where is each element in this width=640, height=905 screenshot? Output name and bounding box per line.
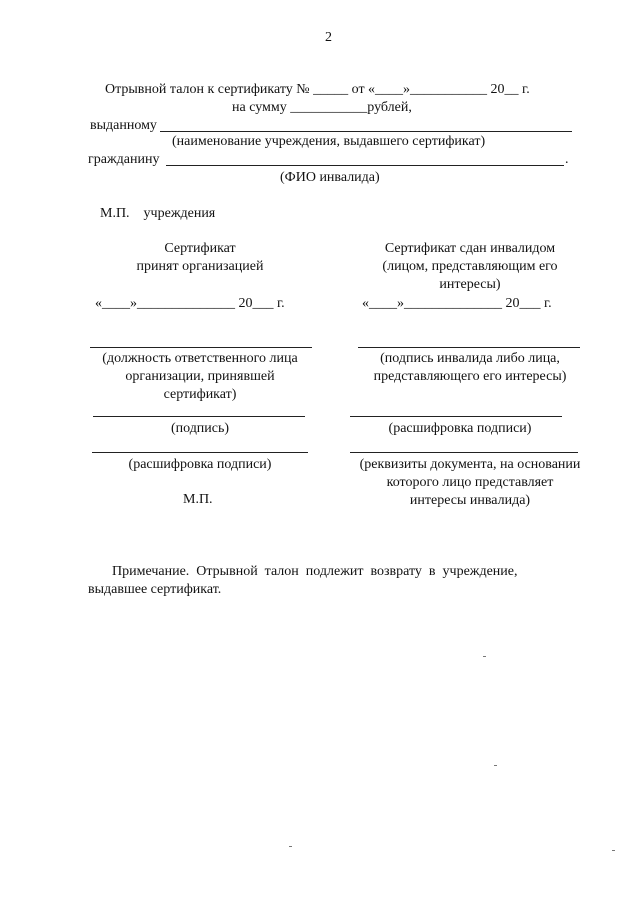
document-field-line [350,452,578,453]
invalid-signature-caption-1: (подпись инвалида либо лица, [380,351,560,366]
stamp-line: М.П. учреждения [100,206,216,221]
document-caption-2: которого лицо представляет [386,475,554,490]
decoding-caption: (расшифровка подписи) [128,457,272,472]
signature-caption: (подпись) [170,421,230,436]
left-stamp: М.П. [183,492,213,507]
invalid-signature-field-line [358,347,580,348]
left-date-line: «____»______________ 20___ г. [95,296,285,311]
institution-field-line [160,131,572,132]
issued-label: выданному [90,118,157,133]
invalid-signature-caption-2: представляющего его интересы) [373,369,567,384]
signature-field-line [93,416,305,417]
scan-speck [289,846,292,847]
page-number: 2 [325,30,332,45]
decoding-field-line [92,452,308,453]
fio-caption: (ФИО инвалида) [280,170,380,185]
document-caption-3: интересы инвалида) [409,493,531,508]
scan-speck [612,850,615,851]
citizen-label: гражданину [88,152,160,167]
left-title-2: принят организацией [136,259,264,274]
right-date-line: «____»______________ 20___ г. [362,296,552,311]
amount-line: на сумму ___________рублей, [232,100,412,115]
citizen-field-line [166,165,564,166]
scan-speck [494,765,497,766]
position-field-line [90,347,312,348]
right-decoding-field-line [350,416,562,417]
position-caption-3: сертификат) [163,387,237,402]
note-line-2: выдавшее сертификат. [88,582,222,597]
document-caption-1: (реквизиты документа, на основании [359,457,581,472]
right-title-2: (лицом, представляющим его [382,259,558,274]
citizen-end-dot: . [565,152,569,167]
right-title-1: Сертификат сдан инвалидом [384,241,556,256]
right-title-3: интересы) [439,277,501,292]
position-caption-1: (должность ответственного лица [102,351,298,366]
institution-caption: (наименование учреждения, выдавшего сертификат) [172,134,486,149]
right-decoding-caption: (расшифровка подписи) [388,421,532,436]
position-caption-2: организации, принявшей [125,369,275,384]
note-line-1: Примечание. Отрывной талон подлежит возврату в учреждение, [112,564,518,579]
coupon-header-line: Отрывной талон к сертификату № _____ от «____»___________ 20__ г. [105,82,530,97]
scan-speck [483,656,486,657]
left-title-1: Сертификат [164,241,236,256]
